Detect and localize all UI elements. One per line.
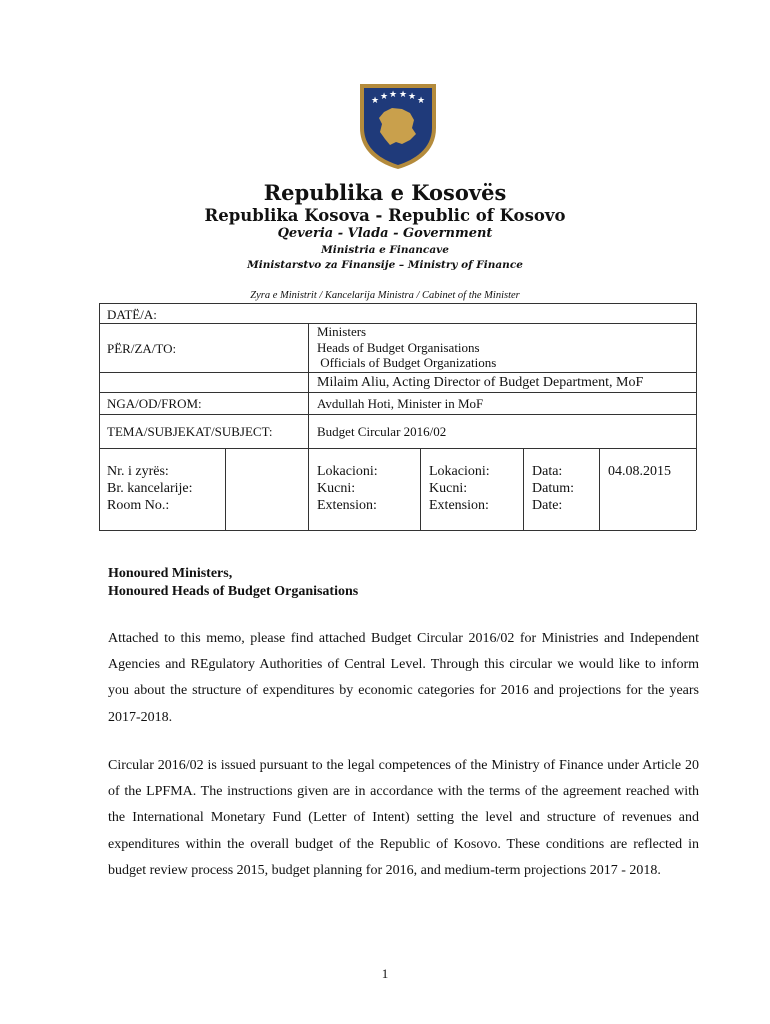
- ministry-title-serbian-english: Ministarstvo za Finansije – Ministry of Finance: [247, 259, 523, 271]
- to-line-heads: Heads of Budget Organisations: [317, 340, 480, 355]
- body-paragraph-2: Circular 2016/02 is issued pursuant to the legal competences of the Ministry of Finance under Article 20 of the LPFMA. The instructions given are in accordance with the terms of the agreement reached with the International Monetary Fund (Letter of Intent) setting the level and structure of revenues and expenditures within the overall budget of the Republic of Kosovo. These conditions are reflected in budget review process 2015, budget planning for 2016, and medium-term projections 2017 - 2018.: [108, 758, 699, 878]
- cabinet-line: Zyra e Ministrit / Kancelarija Ministra / Cabinet of the Minister: [250, 290, 520, 301]
- to-extra-recipient: Milaim Aliu, Acting Director of Budget Department, MoF: [317, 375, 644, 390]
- country-title-serbian-english: Republika Kosova - Republic of Kosovo: [204, 206, 566, 225]
- government-title: Qeveria - Vlada - Government: [277, 226, 493, 241]
- date-row-label-1: Data:: [532, 464, 563, 479]
- svg-text:★: ★: [380, 92, 389, 102]
- from-label: NGA/OD/FROM:: [107, 396, 202, 411]
- svg-text:★: ★: [408, 92, 417, 102]
- greeting-line-1: Honoured Ministers,: [108, 566, 233, 581]
- svg-text:★: ★: [399, 90, 408, 100]
- location2-label-2: Kucni:: [429, 481, 468, 496]
- date-row-label-2: Datum:: [532, 481, 574, 496]
- location-label-2: Kucni:: [317, 481, 356, 496]
- subject-label: TEMA/SUBJEKAT/SUBJECT:: [107, 424, 273, 439]
- office-label-2: Br. kancelarije:: [107, 481, 193, 496]
- subject-value: Budget Circular 2016/02: [317, 424, 447, 439]
- page-number: 1: [381, 966, 389, 981]
- to-line-officials: Officials of Budget Organizations: [317, 355, 497, 370]
- greeting: [108, 565, 358, 601]
- greeting-line-2: Honoured Heads of Budget Organisations: [108, 584, 359, 599]
- to-label: PËR/ZA/TO:: [107, 341, 177, 356]
- office-label-1: Nr. i zyrës:: [107, 464, 169, 479]
- from-value: Avdullah Hoti, Minister in MoF: [317, 396, 484, 411]
- country-title-albanian: Republika e Kosovës: [263, 180, 507, 205]
- location2-label-3: Extension:: [429, 498, 489, 513]
- kosovo-coat-of-arms-icon: [358, 82, 438, 170]
- date-label: DATË/A:: [107, 307, 157, 322]
- svg-text:★: ★: [417, 96, 426, 106]
- to-line-ministers: Ministers: [317, 324, 367, 339]
- office-label-3: Room No.:: [107, 498, 170, 513]
- location2-label-1: Lokacioni:: [429, 464, 490, 479]
- location-label-3: Extension:: [317, 498, 377, 513]
- date-value: 04.08.2015: [608, 464, 671, 479]
- body-paragraph-1: Attached to this memo, please find attached Budget Circular 2016/02 for Ministries and Independent Agencies and REgulatory Authorities of Central Level. Through this circular we would like to inform you about the structure of expenditures by economic categories for 2016 and projections for the years 2017-2018.: [108, 631, 699, 725]
- svg-text:★: ★: [389, 90, 398, 100]
- svg-text:★: ★: [371, 96, 380, 106]
- ministry-title-albanian: Ministria e Financave: [321, 244, 449, 256]
- location-label-1: Lokacioni:: [317, 464, 378, 479]
- date-row-label-3: Date:: [532, 498, 563, 513]
